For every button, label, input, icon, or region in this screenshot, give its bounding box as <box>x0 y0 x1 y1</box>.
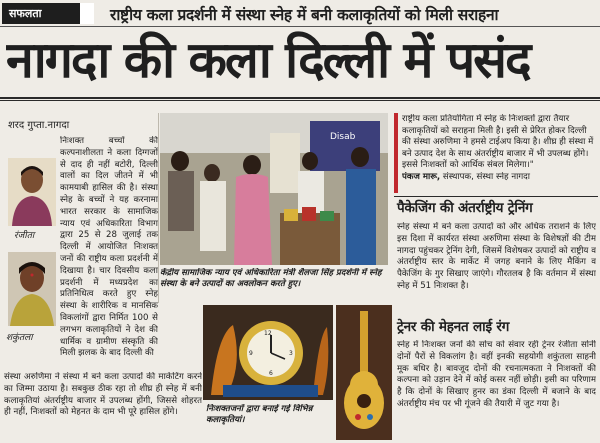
guitar-artwork-image <box>336 305 392 440</box>
column-divider <box>158 113 159 303</box>
section-tag <box>2 3 94 24</box>
portrait-photo-2 <box>8 252 56 326</box>
main-photo-caption: केंद्रीय सामाजिक न्याय एवं अधिकारिता मंत्री शैलजा सिंह प्रदर्शनी में स्नेह संस्था के बने उत्पादों का अवलोकन करते हुए। <box>160 268 382 289</box>
quote-rule <box>394 196 598 197</box>
article-col1-continued: संस्था अरुणिमा ने संस्था में बने कला उत्पादों की मार्केटिंग करने का जिम्मा उठाया है। सबकुछ ठीक रहा तो शीघ्र ही स्नेह में बनी कलाकृतियां अंतर्राष्ट्रीय बाजार में उपलब्ध होंगी, जिससे शोहरत ही नहीं, निःशक्तों को मेहनत के दाम भी पूरे हासिल होंगे। <box>4 372 202 418</box>
top-headline: राष्ट्रीय कला प्रदर्शनी में संस्था स्नेह में बनी कलाकृतियों को मिली सराहना <box>110 6 499 24</box>
clock-number-6: 6 <box>269 370 273 377</box>
portrait-1-name: रंजीता <box>14 231 35 241</box>
section-tag-label: सफलता <box>9 7 42 20</box>
clock-number-3: 3 <box>289 350 293 357</box>
article-col1: निःशक्त बच्चों की कल्पनाशीलता ने कला दिग्गजों से दाद ही नहीं बटोरी, दिल्ली वालों का दिल जीतने में भी कामयाबी हासिल की है। संस्था स्नेह के बच्चों ने यह करनामा भारत सरकार के सामाजिक न्याय एवं अधिकारिता विभाग द्वारा 25 से 28 जुलाई तक दिल्ली में आयोजित निःशक्त जनों की राष्ट्रीय कला प्रदर्शनी में दिखाया है। चार दिवसीय कला प्रदर्शनी में मध्यप्रदेश का प्रतिनिधित्व करते हुए स्नेह संस्था के शारीरिक व मानसिक विकलांगों द्वारा निर्मित 100 से लगभग कलाकृतियों ने देश की धार्मिक व ग्रामीण संस्कृति की मिली झलक के बाद दिल्ली की <box>60 136 158 359</box>
quote-accent-bar <box>394 113 398 193</box>
bottom-photo-caption: निःशक्तजनों द्वारा बनाई गई विभिन्न कलाकृतियां। <box>206 404 313 425</box>
main-photo <box>160 113 388 265</box>
packaging-text: स्नेह संस्था में बने कला उत्पादों को और अधिक तराशने के लिए इस दिशा में कार्यरत संस्था अरुणिमा संस्था के विशेषज्ञों की टीम नागदा पहुंचकर ट्रेनिंग देगी, जिसमें विशेषकर उत्पादों को राष्ट्रीय व अंतर्राष्ट्रीय स्तर के मार्केट में जगह बनाने के लिए मैकिंग व पैकेजिंग के गुर सिखाए जाएंगे। गौरतलब है कि वर्तमान में संस्था स्नेह में 51 निःशक्त है। <box>397 222 596 291</box>
artwork-photo <box>203 305 333 400</box>
quote-author-role: संस्थापक, संस्था स्नेह नागदा <box>440 172 530 182</box>
clock-number-12: 12 <box>264 330 272 337</box>
clock-number-9: 9 <box>249 350 253 357</box>
page-title: नागदा की कला दिल्ली में पसंद <box>6 31 530 89</box>
title-rule-thin <box>0 100 600 101</box>
portrait-2-name: शकुंतला <box>6 333 33 343</box>
guitar-photo <box>336 305 392 440</box>
subheading-packaging: पैकेजिंग की अंतर्राष्ट्रीय ट्रेनिंग <box>397 200 533 216</box>
quote-author: पंकज मारू, <box>402 172 441 182</box>
exhibition-photo <box>160 113 388 265</box>
header-rule <box>0 26 600 27</box>
portrait-1-image <box>8 158 56 226</box>
clock-artwork-image <box>203 305 333 400</box>
trainer-text: स्नेह में निःशक्त जनों की सोच को संवार रही ट्रेनर रंजीता सोनी दोनों पैरों से विकलांग है। वहीं इनकी सहयोगी शकुंतला साहनी मूक बधिर है। बावजूद दोनों की रचनात्मकता ने निःशक्तों की कल्पना को उड़ान देने में कोई कसर नहीं छोड़ी। इसी का परिणाम है कि दोनों के सिखाए हुनर का डंका दिल्ली में बजाने के बाद अंतर्राष्ट्रीय मंच पर भी गूंजने की तैयारी में जुट गया है। <box>397 340 596 409</box>
portrait-photo-1 <box>8 158 56 226</box>
quote-text: राष्ट्रीय कला प्रतियोगिता में स्नेह के निःशक्तों द्वारा तैयार कलाकृतियों को सराहना मिली है। इसी से प्रेरित होकर दिल्ली की संस्था अरुणिमा ने हमसे टाईअप किया है। शीघ्र ही संस्था में बने उत्पाद देश के साथ अंतर्राष्ट्रीय बाजार में भी उपलब्ध होंगे। इससे निःशक्तों को आर्थिक संबल मिलेगा।" <box>402 114 594 170</box>
subheading-trainer: ट्रेनर की मेहनत लाई रंग <box>397 319 510 335</box>
quote-attribution <box>402 172 596 186</box>
byline: शरद गुप्ता.नागदा <box>8 120 70 131</box>
svg-text:Disab: Disab <box>330 132 356 142</box>
title-rule <box>0 97 600 99</box>
portrait-2-image <box>8 252 56 326</box>
